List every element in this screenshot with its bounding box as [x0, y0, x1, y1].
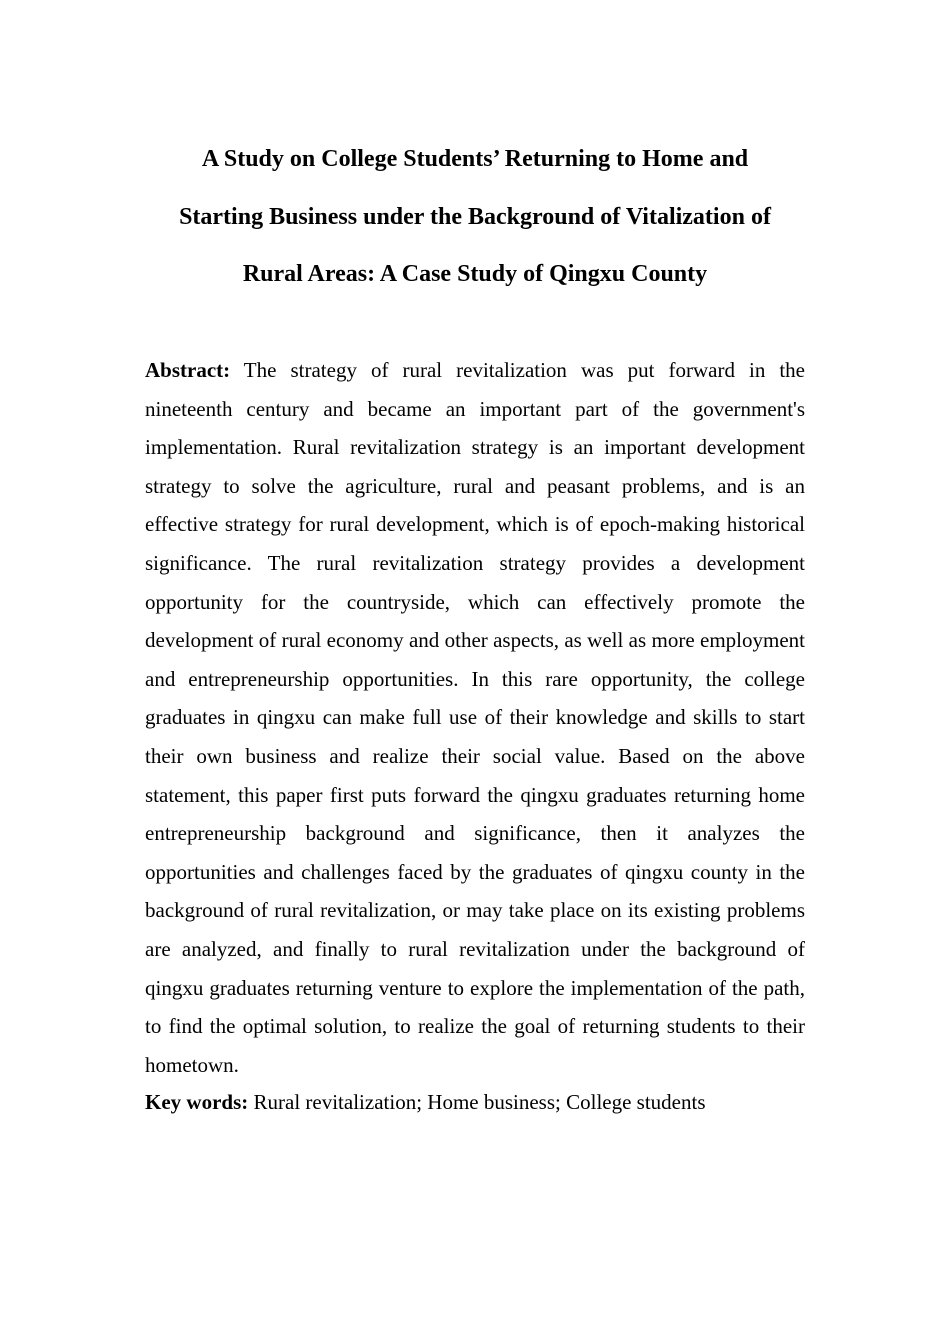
title-line-1: A Study on College Students’ Returning to Home and	[201, 146, 749, 172]
title-line-3: Rural Areas: A Case Study of Qingxu County	[242, 261, 708, 287]
keywords-text: Rural revitalization; Home business; College students	[253, 1090, 706, 1114]
keywords-line	[145, 1083, 805, 1122]
keywords-label: Key words:	[145, 1090, 249, 1114]
title-line-2: Starting Business under the Background of Vitalization of	[179, 203, 771, 230]
abstract-paragraph	[145, 351, 805, 1084]
paper-title	[145, 131, 805, 304]
abstract-label: Abstract:	[145, 358, 231, 382]
abstract-text: The strategy of rural revitalization was put forward in the nineteenth century and became an important part of the government's implementation. Rural revitalization strategy is an important development strategy to solve the agriculture, rural and peasant problems, and is an effective strategy for rural development, which is of epoch-making historical significance. The rural revitalization strategy provides a development opportunity for the countryside, which can effectively promote the development of rural economy and other aspects, as well as more employment and entrepreneurship opportunities. In this rare opportunity, the college graduates in qingxu can make full use of their knowledge and skills to start their own business and realize their social value. Based on the above statement, this paper first puts forward the qingxu graduates returning home entrepreneurship background and significance, then it analyzes the opportunities and challenges faced by the graduates of qingxu county in the background of rural revitalization, or may take place on its existing problems are analyzed, and finally to rural revitalization under the background of qingxu graduates returning venture to explore the implementation of the path, to find the optimal solution, to realize the goal of returning students to their hometown.	[145, 358, 805, 1077]
